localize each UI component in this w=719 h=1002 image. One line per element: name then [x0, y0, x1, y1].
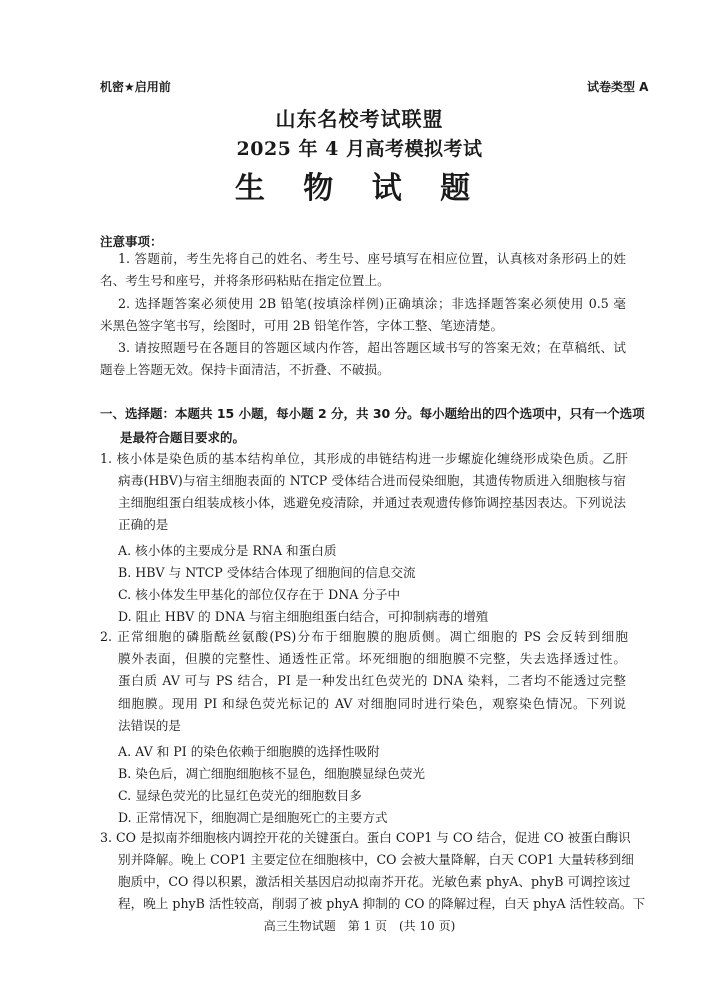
q1-stem-line3: 主细胞组蛋白组装成核小体，逃避免疫清除，并通过表观遗传修饰调控基因表达。下列说法 — [118, 495, 626, 510]
q2-stem-line3: 蛋白质 AV 可与 PS 结合，PI 是一种发出红色荧光的 DNA 染料，二者均不能透过完整 — [118, 673, 626, 688]
q1-option-b: B. HBV 与 NTCP 受体结合体现了细胞间的信息交流 — [118, 565, 416, 580]
q1-stem-line1: 1. 核小体是染色质的基本结构单位，其形成的串链结构进一步螺旋化缠绕形成染色质。乙肝 — [100, 451, 628, 466]
exam-title: 2025 年 4 月高考模拟考试 — [236, 138, 483, 160]
q2-option-b: B. 染色后，凋亡细胞细胞核不显色，细胞膜显绿色荧光 — [118, 766, 425, 781]
confidential-label: 机密★启用前 — [100, 80, 171, 94]
q2-stem-line2: 膜外表面，但膜的完整性、通透性正常。坏死细胞的细胞膜不完整，失去选择透过性。 — [118, 651, 626, 666]
subject-title: 生 物 试 题 — [234, 171, 485, 206]
notice-item1-line1: 1. 答题前，考生先将自己的姓名、考生号、座号填写在相应位置，认真核对条形码上的姓 — [118, 251, 626, 266]
paper-type-label: 试卷类型 A — [587, 80, 649, 94]
q1-stem-line2: 病毒(HBV)与宿主细胞表面的 NTCP 受体结合进而侵染细胞，其遗传物质进入细胞核与宿 — [118, 473, 626, 488]
notice-heading: 注意事项： — [100, 234, 163, 249]
q1-option-d: D. 阻止 HBV 的 DNA 与宿主细胞组蛋白结合，可抑制病毒的增殖 — [118, 609, 489, 624]
section1-line2: 是最符合题目要求的。 — [120, 430, 246, 445]
page-footer: 高三生物试题 第 1 页 (共 10 页) — [263, 919, 456, 933]
q2-option-a: A. AV 和 PI 的染色依赖于细胞膜的选择性吸附 — [118, 744, 380, 759]
q3-stem-line1: 3. CO 是拟南芥细胞核内调控开花的关键蛋白。蛋白 COP1 与 CO 结合，促进 CO 被蛋白酶识 — [100, 830, 631, 845]
q1-option-a: A. 核小体的主要成分是 RNA 和蛋白质 — [118, 543, 337, 558]
q2-stem-line4: 细胞膜。现用 PI 和绿色荧光标记的 AV 对细胞同时进行染色，观察染色情况。下列说 — [118, 696, 626, 711]
q3-stem-line4: 程，晚上 phyB 活性较高，削弱了被 phyA 抑制的 CO 的降解过程，白天 phyA 活性较高。下 — [118, 896, 646, 911]
q1-stem-line4: 正确的是 — [118, 517, 169, 532]
q3-stem-line2: 别并降解。晚上 COP1 主要定位在细胞核中，CO 会被大量降解，白天 COP1 大量转移到细 — [118, 852, 634, 867]
q2-stem-line5: 法错误的是 — [118, 718, 181, 733]
notice-item3-line1: 3. 请按照题号在各题目的答题区域内作答，超出答题区域书写的答案无效；在草稿纸、试 — [118, 340, 626, 355]
notice-item3-line2: 题卷上答题无效。保持卡面清洁，不折叠、不破损。 — [100, 362, 390, 377]
q2-option-d: D. 正常情况下，细胞凋亡是细胞死亡的主要方式 — [118, 810, 388, 825]
notice-item1-line2: 名、考生号和座号，并将条形码粘贴在指定位置上。 — [100, 273, 390, 288]
notice-item2-line1: 2. 选择题答案必须使用 2B 铅笔(按填涂样例)正确填涂；非选择题答案必须使用 0.5 毫 — [118, 296, 626, 311]
org-title: 山东名校考试联盟 — [275, 107, 444, 131]
notice-item2-line2: 米黑色签字笔书写，绘图时，可用 2B 铅笔作答，字体工整、笔迹清楚。 — [100, 318, 504, 333]
q1-option-c: C. 核小体发生甲基化的部位仅存在于 DNA 分子中 — [118, 587, 401, 602]
q2-option-c: C. 显绿色荧光的比显红色荧光的细胞数目多 — [118, 788, 362, 803]
q3-stem-line3: 胞质中，CO 得以积累，激活相关基因启动拟南芥开花。光敏色素 phyA、phyB 可调控该过 — [118, 874, 631, 889]
section1-line1: 一、选择题：本题共 15 小题，每小题 2 分，共 30 分。每小题给出的四个选项中，只有一个选项 — [100, 406, 645, 421]
q2-stem-line1: 2. 正常细胞的磷脂酰丝氨酸(PS)分布于细胞膜的胞质侧。凋亡细胞的 PS 会反转到细胞 — [100, 629, 628, 644]
